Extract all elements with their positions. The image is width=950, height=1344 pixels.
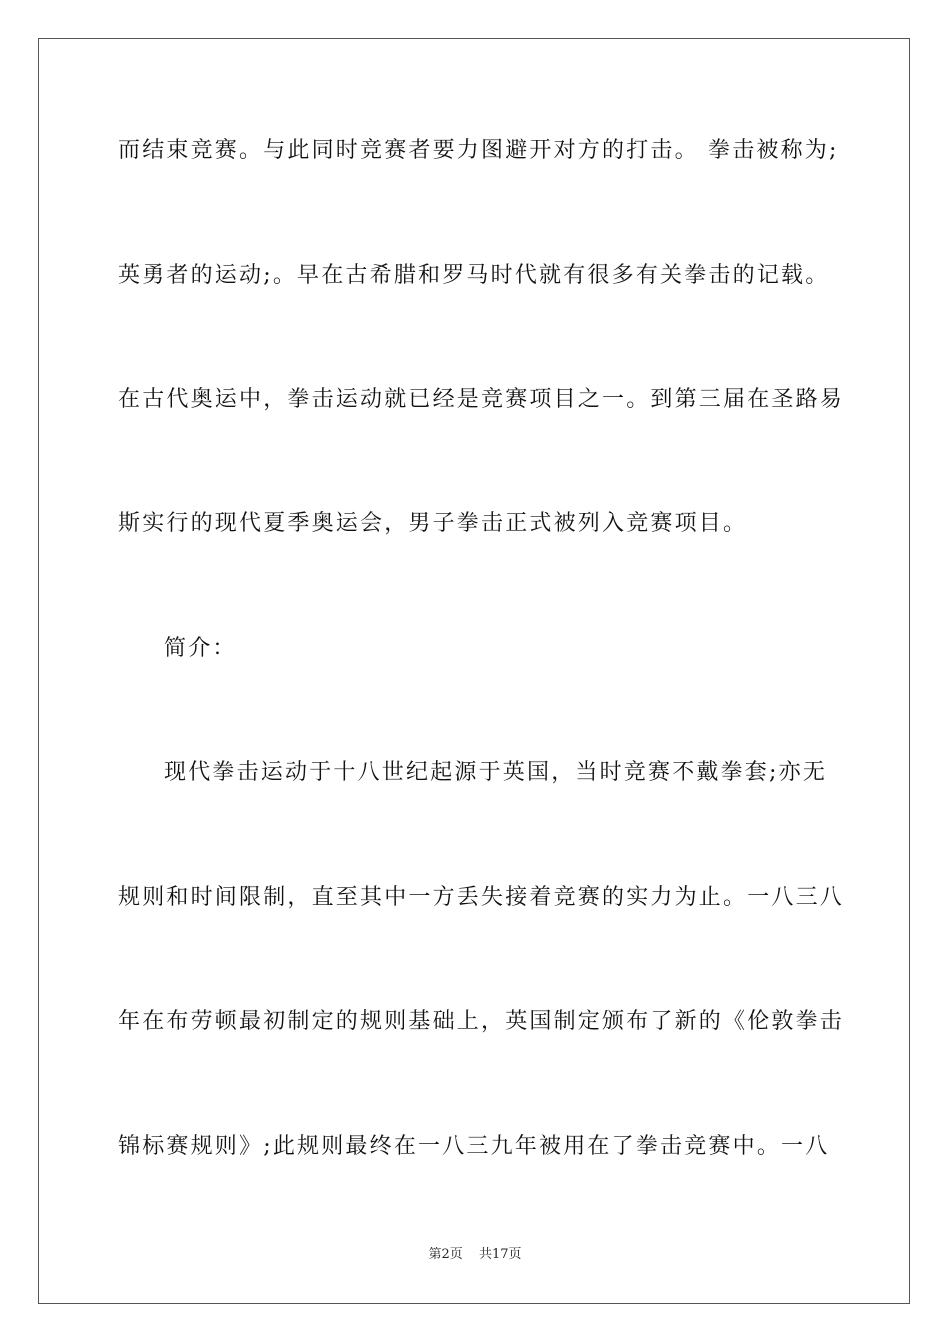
text-line-2: 英勇者的运动;。早在古希腊和罗马时代就有很多有关拳击的记载。 [118,263,830,288]
text-line-7: 规则和时间限制，直至其中一方丢失接着竞赛的实力为止。一八三八 [118,885,845,910]
text-line-1: 而结束竞赛。与此同时竞赛者要力图避开对方的打击。 拳击被称为; [118,138,839,163]
page-footer [0,1246,950,1264]
text-line-3: 在古代奥运中，拳击运动就已经是竞赛项目之一。到第三届在圣路易 [118,387,845,412]
page-total: 共17页 [478,1247,522,1262]
page-number: 第2页 [428,1247,463,1262]
text-line-8: 年在布劳顿最初制定的规则基础上，英国制定颁布了新的《伦敦拳击 [118,1009,845,1034]
text-line-9: 锦标赛规则》;此规则最终在一八三九年被用在了拳击竞赛中。一八 [118,1134,830,1159]
section-heading-intro: 简介： [164,636,237,661]
page-border [38,38,910,1304]
text-line-6: 现代拳击运动于十八世纪起源于英国，当时竞赛不戴拳套;亦无 [164,760,828,785]
text-line-4: 斯实行的现代夏季奥运会，男子拳击正式被列入竞赛项目。 [118,511,748,536]
